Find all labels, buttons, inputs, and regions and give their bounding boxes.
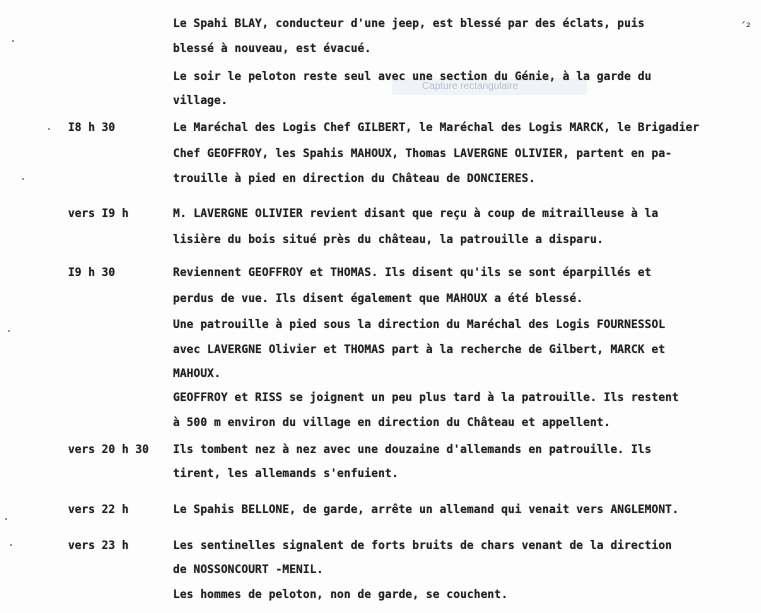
corner-mark: ´² (740, 20, 751, 34)
entry-text-line: M. LAVERGNE OLIVIER revient disant que reçu à coup de mitrailleuse à la (173, 207, 659, 220)
scan-speck (5, 518, 7, 520)
entry-text-line: perdus de vue. Ils disent également que MAHOUX a été blessé. (173, 292, 584, 305)
entry-text-line: à 500 m environ du village en direction du Château et appellent. (173, 416, 611, 429)
scan-speck (12, 40, 14, 42)
entry-text-line: trouille à pied en direction du Château de DONCIERES. (173, 172, 536, 185)
entry-time: I9 h 30 (68, 266, 116, 279)
scan-speck (48, 128, 50, 130)
entry-text-line: Le Maréchal des Logis Chef GILBERT, le Maréchal des Logis MARCK, le Brigadier (173, 121, 700, 134)
scan-speck (22, 178, 24, 180)
entry-text-line: Les sentinelles signalent de forts bruits de chars venant de la direction (173, 539, 672, 552)
entry-text-line: Le Spahis BELLONE, de garde, arrête un allemand qui venait vers ANGLEMONT. (173, 503, 679, 516)
entry-text-line: Le soir le peloton reste seul avec une section du Génie, à la garde du (173, 70, 652, 83)
entry-text-line: MAHOUX. (173, 367, 221, 380)
entry-text-line: lisière du bois situé près du château, la patrouille a disparu. (173, 233, 604, 246)
scan-speck (10, 544, 12, 546)
scan-speck (8, 330, 10, 332)
entry-text-line: GEOFFROY et RISS se joignent un peu plus tard à la patrouille. Ils restent (173, 391, 679, 404)
entry-text-line: Reviennent GEOFFROY et THOMAS. Ils disent qu'ils se sont éparpillés et (173, 266, 652, 279)
entry-text-line: de NOSSONCOURT -MENIL. (173, 563, 324, 576)
entry-time: vers 23 h (68, 539, 129, 552)
entry-time: vers 20 h 30 (68, 443, 149, 456)
entry-time: vers 22 h (68, 503, 129, 516)
entry-text-line: village. (173, 94, 228, 107)
entry-time: vers I9 h (68, 207, 129, 220)
capture-overlay-label: Capture rectangulaire (392, 78, 587, 95)
entry-text-line: avec LAVERGNE Olivier et THOMAS part à la recherche de Gilbert, MARCK et (173, 343, 666, 356)
entry-text-line: Les hommes de peloton, non de garde, se couchent. (173, 588, 508, 601)
entry-time: I8 h 30 (68, 121, 116, 134)
entry-text-line: Ils tombent nez à nez avec une douzaine d'allemands en patrouille. Ils (173, 443, 652, 456)
entry-text-line: tirent, les allemands s'enfuient. (173, 467, 399, 480)
entry-text-line: Chef GEOFFROY, les Spahis MAHOUX, Thomas LAVERGNE OLIVIER, partent en pa- (173, 147, 672, 160)
entry-text-line: blessé à nouveau, est évacué. (173, 42, 372, 55)
entry-text-line: Le Spahi BLAY, conducteur d'une jeep, est blessé par des éclats, puis (173, 17, 645, 30)
entry-text-line: Une patrouille à pied sous la direction du Maréchal des Logis FOURNESSOL (173, 318, 666, 331)
